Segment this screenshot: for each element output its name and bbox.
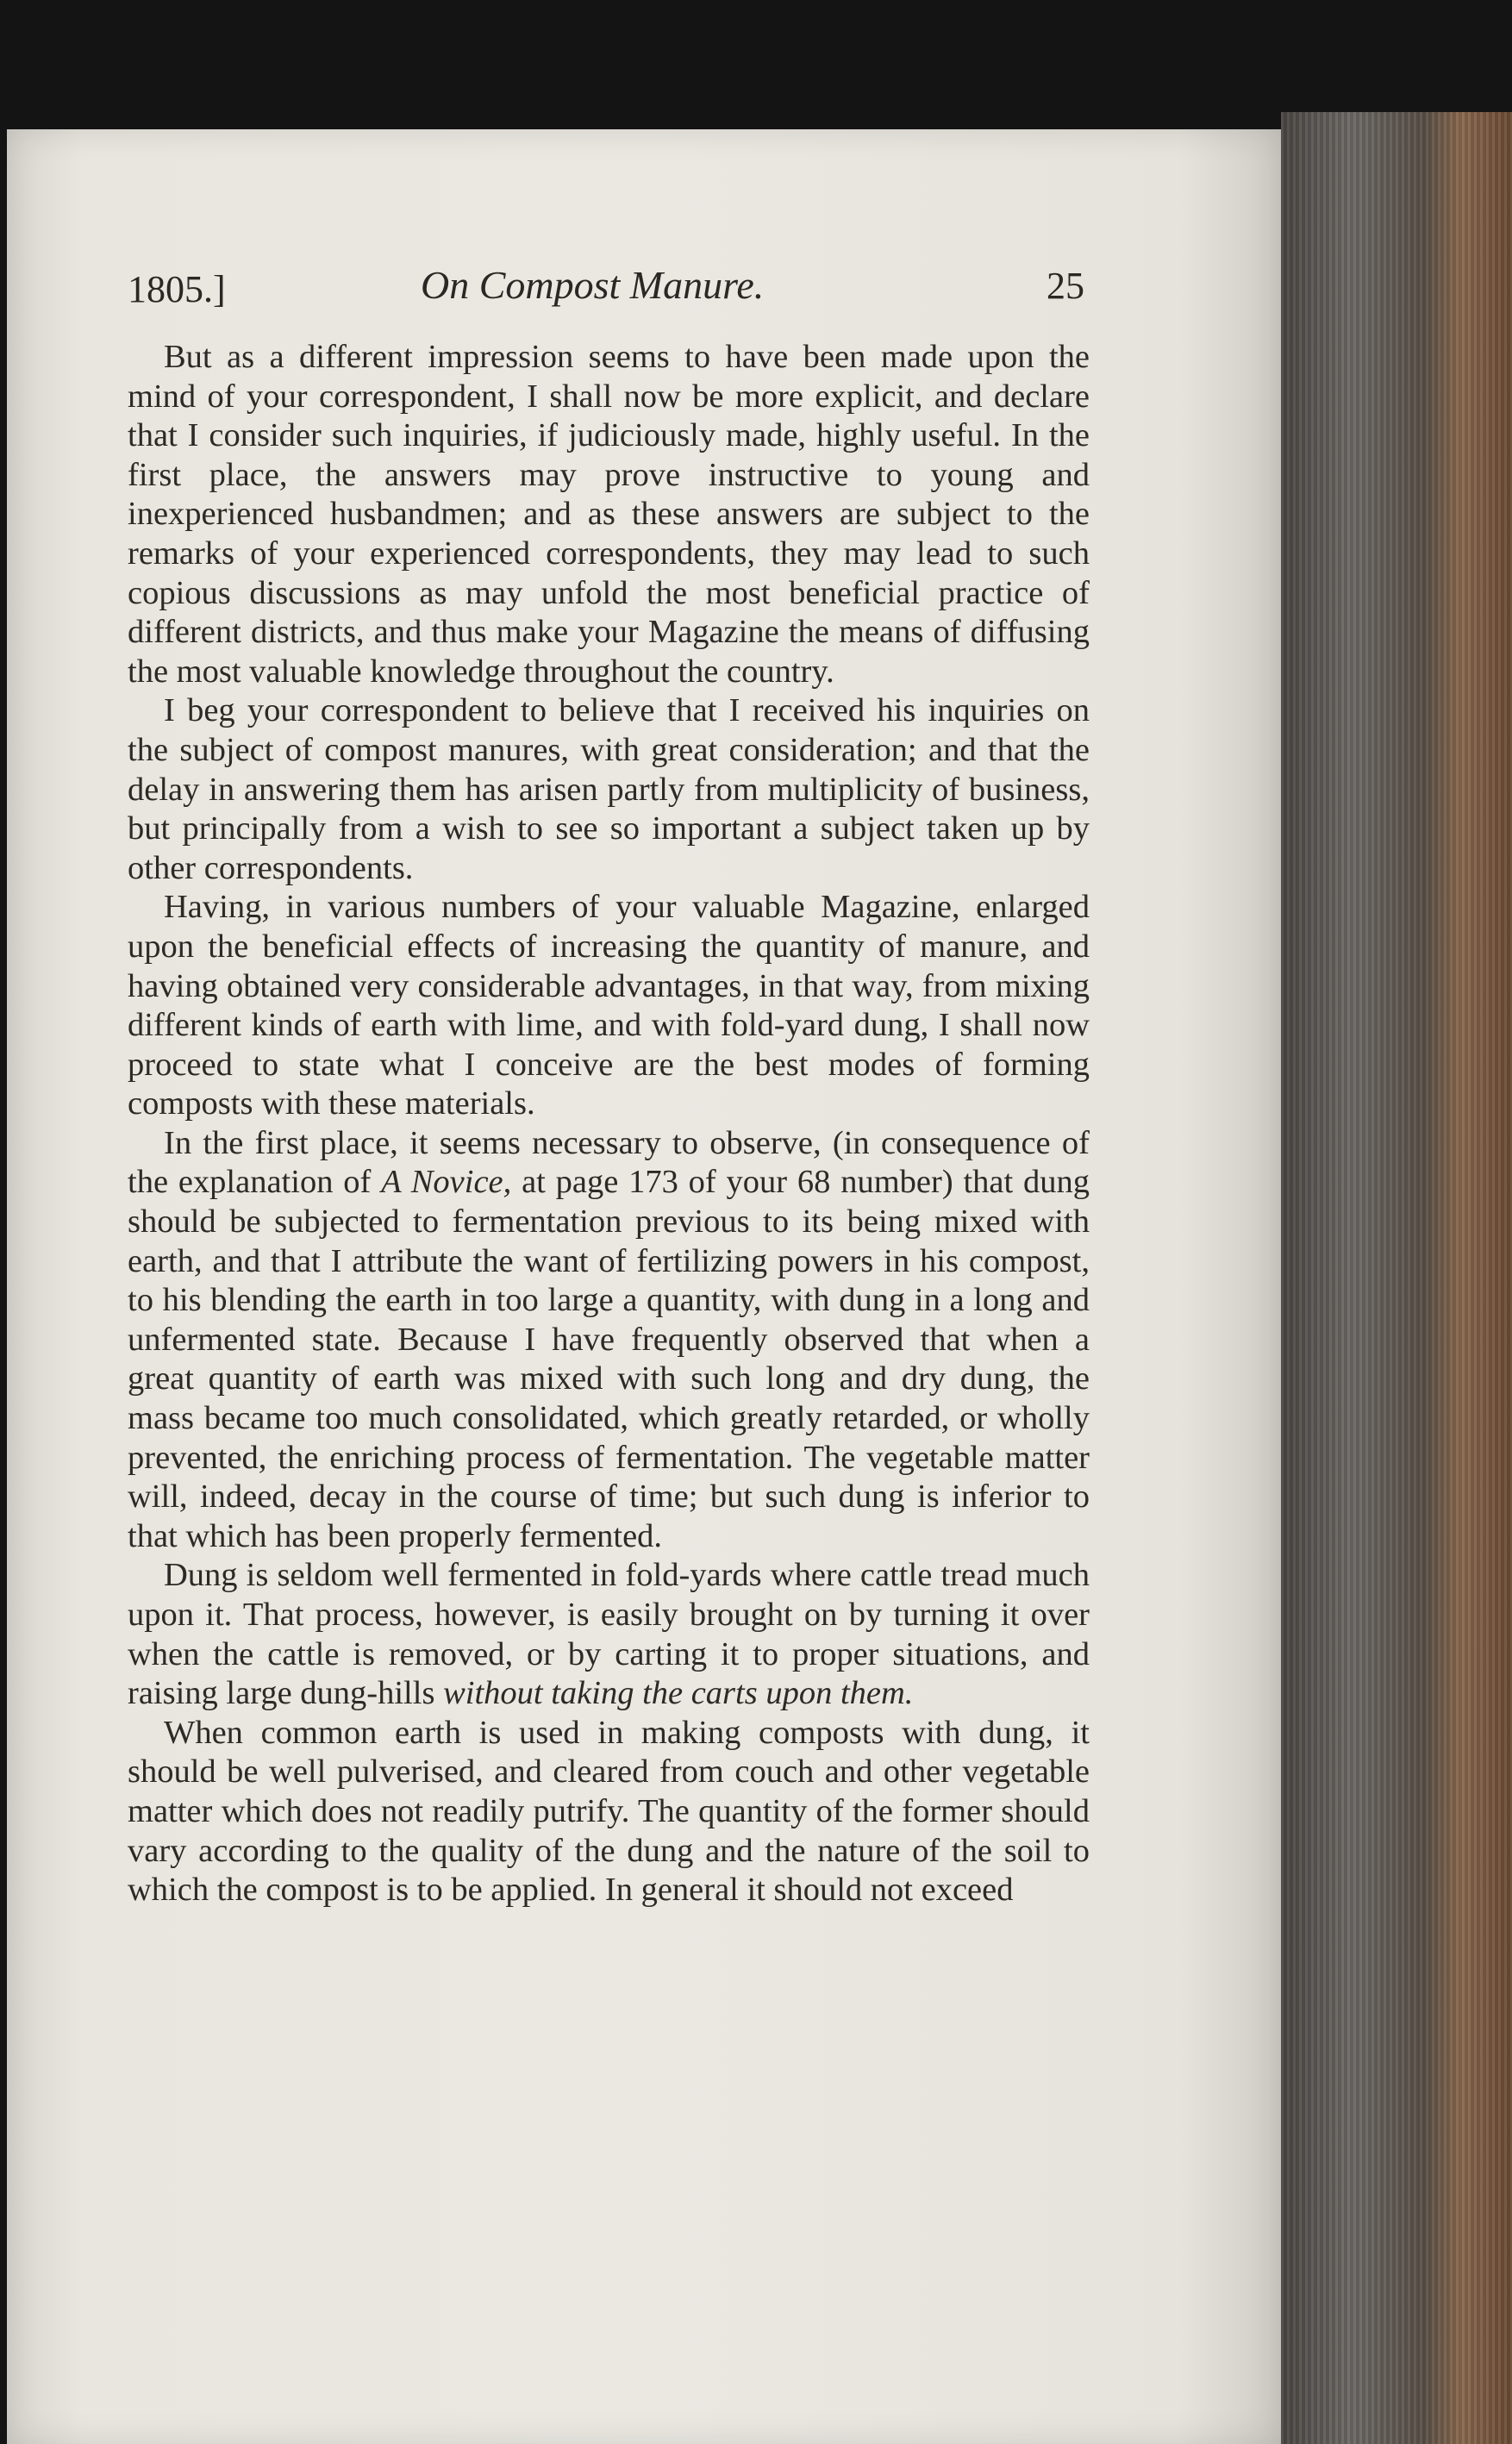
paragraph-4-text-b: at page 173 of your 68 number) that dung should be subjected to fermentation previous to its being mixed with earth, and that I attribute the want of fertilizing powers in his compost, to his blending the earth in too large a quantity, with dung in a long and unfermented state. Because I have frequently observed that when a great quantity of earth was mixed with such long and dry dung, the mass became too much consolidated, which greatly retarded, or wholly prevented, the enriching process of fermentation. The vegetable matter will, indeed, decay in the course of time; but such dung is inferior to that which has been properly fermented. [128,1164,1090,1554]
running-header [128,259,1084,328]
paragraph-2: I beg your correspondent to believe that I received his inquiries on the subject of compost manures, with great consideration; and that the delay in answering them has arisen partly from multiplicity of business, but principally from a wish to see so important a subject taken up by other correspondents. [128,692,1090,886]
paragraph-4 [128,1124,1090,1557]
paragraph-5-italic: without taking the carts upon them. [443,1675,914,1712]
paragraph-4-italic: A Novice, [381,1164,512,1201]
article-body [128,338,1090,1910]
paragraph-1: But as a different impression seems to have been made upon the mind of your correspondent, I shall now be more explicit, and declare that I consider such inquiries, if judiciously made, highly useful. In the first place, the answers may prove instructive to young and inexperienced husbandmen; and as these answers are subject to the remarks of your experienced correspondents, they may lead to such copious discussions as may unfold the most beneficial practice of different districts, and thus make your Magazine the means of diffusing the most valuable knowledge throughout the country. [128,339,1090,690]
paragraph-5-text-a: Dung is seldom well fermented in fold-yards where cattle tread much upon it. That process, however, is easily brought on by turning it over when the cattle is removed, or by carting it to proper situations, and raising large dung-hills [128,1557,1090,1712]
paragraph-6: When common earth is used in making composts with dung, it should be well pulverised, and cleared from couch and other vegetable matter which does not readily putrify. The quantity of the former should vary according to the quality of the dung and the nature of the soil to which the compost is to be applied. In general it should not exceed [128,1714,1090,1909]
running-header-title: On Compost Manure. [421,263,765,307]
paragraph-3: Having, in various numbers of your valuable Magazine, enlarged upon the beneficial effects of increasing the quantity of manure, and having obtained very considerable advantages, in that way, from mixing different kinds of earth with lime, and with fold-yard dung, I shall now proceed to state what I conceive are the best modes of forming composts with these materials. [128,889,1090,1122]
paragraph-4-text-a: In the first place, it seems necessary to observe, (in consequence of the explanation of [128,1124,1090,1201]
paragraph-5 [128,1556,1090,1713]
running-header-year: 1805.] [128,268,226,310]
page-number: 25 [1047,265,1084,307]
book-edge-binding [1281,112,1512,2444]
